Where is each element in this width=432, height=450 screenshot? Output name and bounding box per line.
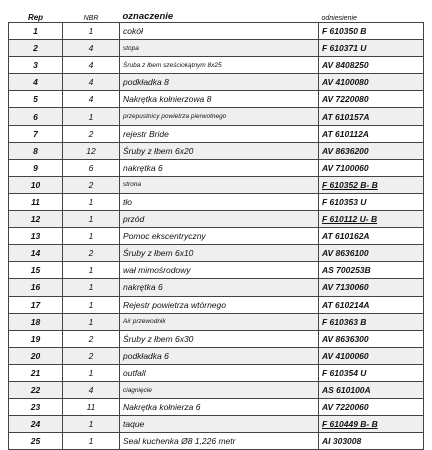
parts-rows [9, 23, 424, 450]
row-rep: 25 [9, 433, 63, 450]
row-description: Nakrętka kołnierzowa 8 [120, 91, 319, 108]
row-reference: AV 4100080 [319, 74, 424, 91]
header-rep: Rep [27, 13, 44, 22]
table-row [9, 142, 424, 159]
row-quantity: 4 [63, 91, 120, 108]
row-description: podkładka 6 [120, 347, 319, 364]
row-reference: AT 610112A [319, 125, 424, 142]
row-description: Nakrętka kołnierza 6 [120, 399, 319, 416]
row-reference: F 610371 U [319, 40, 424, 57]
row-rep: 6 [9, 108, 63, 125]
row-reference: AV 4100060 [319, 347, 424, 364]
row-description: ciagnięcie [120, 381, 319, 398]
row-reference: F 610352 B- B [319, 176, 424, 193]
row-quantity: 2 [63, 330, 120, 347]
row-reference: AV 7130060 [319, 279, 424, 296]
row-quantity: 1 [63, 262, 120, 279]
row-rep: 13 [9, 228, 63, 245]
row-description: nakrętka 6 [120, 279, 319, 296]
row-quantity: 1 [63, 364, 120, 381]
row-reference: AV 8636100 [319, 245, 424, 262]
header-description: oznaczenie [122, 11, 174, 22]
row-reference: AT 610157A [319, 108, 424, 125]
row-rep: 18 [9, 313, 63, 330]
row-reference: F 610354 U [319, 364, 424, 381]
row-quantity: 4 [63, 381, 120, 398]
row-reference: AS 610100A [319, 381, 424, 398]
row-quantity: 11 [63, 399, 120, 416]
row-rep: 11 [9, 193, 63, 210]
table-row [9, 296, 424, 313]
row-description: Rejestr powietrza wtórnego [120, 296, 319, 313]
row-description: Śruby z łbem 6x20 [120, 142, 319, 159]
row-quantity: 2 [63, 125, 120, 142]
row-description: outfall [120, 364, 319, 381]
row-quantity: 2 [63, 245, 120, 262]
row-reference: AT 610162A [319, 228, 424, 245]
table-row [9, 399, 424, 416]
row-quantity: 1 [63, 313, 120, 330]
row-description: Seal kuchenka Ø8 1,226 metr [120, 433, 319, 450]
table-row [9, 159, 424, 176]
row-rep: 24 [9, 416, 63, 433]
row-reference: F 610449 B- B [319, 416, 424, 433]
row-rep: 9 [9, 159, 63, 176]
table-row [9, 40, 424, 57]
row-description: przepustnicy powietrza pierwotnego [120, 108, 319, 125]
row-description: tło [120, 193, 319, 210]
row-quantity: 1 [63, 228, 120, 245]
row-description: przód [120, 211, 319, 228]
row-rep: 19 [9, 330, 63, 347]
row-reference: AV 8636200 [319, 142, 424, 159]
table-row [9, 245, 424, 262]
row-quantity: 4 [63, 40, 120, 57]
row-quantity: 1 [63, 211, 120, 228]
row-description: taque [120, 416, 319, 433]
row-description: wał mimośrodowy [120, 262, 319, 279]
row-reference: AV 7220060 [319, 399, 424, 416]
row-rep: 21 [9, 364, 63, 381]
row-quantity: 1 [63, 279, 120, 296]
row-description: Śruby z łbem 6x30 [120, 330, 319, 347]
table-row [9, 416, 424, 433]
table-row [9, 211, 424, 228]
row-description: podkładka 8 [120, 74, 319, 91]
row-quantity: 2 [63, 176, 120, 193]
row-rep: 23 [9, 399, 63, 416]
row-quantity: 1 [63, 296, 120, 313]
row-reference: F 610363 B [319, 313, 424, 330]
table-row [9, 279, 424, 296]
row-description: stopa [120, 40, 319, 57]
row-rep: 14 [9, 245, 63, 262]
header-nbr: NBR [83, 15, 99, 22]
table-row [9, 23, 424, 40]
row-description: strona [120, 176, 319, 193]
row-quantity: 12 [63, 142, 120, 159]
row-description: nakrętka 6 [120, 159, 319, 176]
row-quantity: 1 [63, 23, 120, 40]
row-quantity: 6 [63, 159, 120, 176]
row-rep: 2 [9, 40, 63, 57]
row-rep: 15 [9, 262, 63, 279]
row-rep: 8 [9, 142, 63, 159]
row-quantity: 2 [63, 347, 120, 364]
row-reference: AT 610214A [319, 296, 424, 313]
row-rep: 7 [9, 125, 63, 142]
header-reference: odniesienie [321, 15, 357, 22]
table-row [9, 57, 424, 74]
table-row [9, 91, 424, 108]
row-rep: 5 [9, 91, 63, 108]
table-row [9, 125, 424, 142]
table-row [9, 433, 424, 450]
row-quantity: 1 [63, 416, 120, 433]
row-reference: F 610350 B [319, 23, 424, 40]
row-reference: AS 700253B [319, 262, 424, 279]
row-rep: 20 [9, 347, 63, 364]
row-quantity: 4 [63, 74, 120, 91]
row-rep: 10 [9, 176, 63, 193]
row-rep: 17 [9, 296, 63, 313]
row-description: Air przewodnik [120, 313, 319, 330]
row-quantity: 4 [63, 57, 120, 74]
parts-table [8, 6, 424, 450]
table-row [9, 228, 424, 245]
parts-list [8, 6, 423, 450]
row-quantity: 1 [63, 433, 120, 450]
table-row [9, 176, 424, 193]
row-rep: 1 [9, 23, 63, 40]
row-rep: 12 [9, 211, 63, 228]
row-reference: AI 303008 [319, 433, 424, 450]
row-description: Śruba z łbem sześciokątnym 8x25 [120, 57, 319, 74]
row-rep: 3 [9, 57, 63, 74]
row-reference: F 610353 U [319, 193, 424, 210]
row-rep: 4 [9, 74, 63, 91]
row-reference: F 610112 U- B [319, 211, 424, 228]
row-reference: AV 7100060 [319, 159, 424, 176]
row-description: Pomoc ekscentryczny [120, 228, 319, 245]
row-rep: 22 [9, 381, 63, 398]
row-reference: AV 8408250 [319, 57, 424, 74]
table-row [9, 347, 424, 364]
table-row [9, 330, 424, 347]
row-description: cokół [120, 23, 319, 40]
table-row [9, 74, 424, 91]
row-quantity: 1 [63, 193, 120, 210]
header-row [9, 6, 424, 23]
table-row [9, 193, 424, 210]
table-row [9, 108, 424, 125]
table-row [9, 313, 424, 330]
row-reference: AV 7220080 [319, 91, 424, 108]
row-quantity: 1 [63, 108, 120, 125]
table-row [9, 381, 424, 398]
row-rep: 16 [9, 279, 63, 296]
table-row [9, 364, 424, 381]
row-description: Śruby z łbem 6x10 [120, 245, 319, 262]
table-row [9, 262, 424, 279]
row-reference: AV 8636300 [319, 330, 424, 347]
row-description: rejestr Bride [120, 125, 319, 142]
